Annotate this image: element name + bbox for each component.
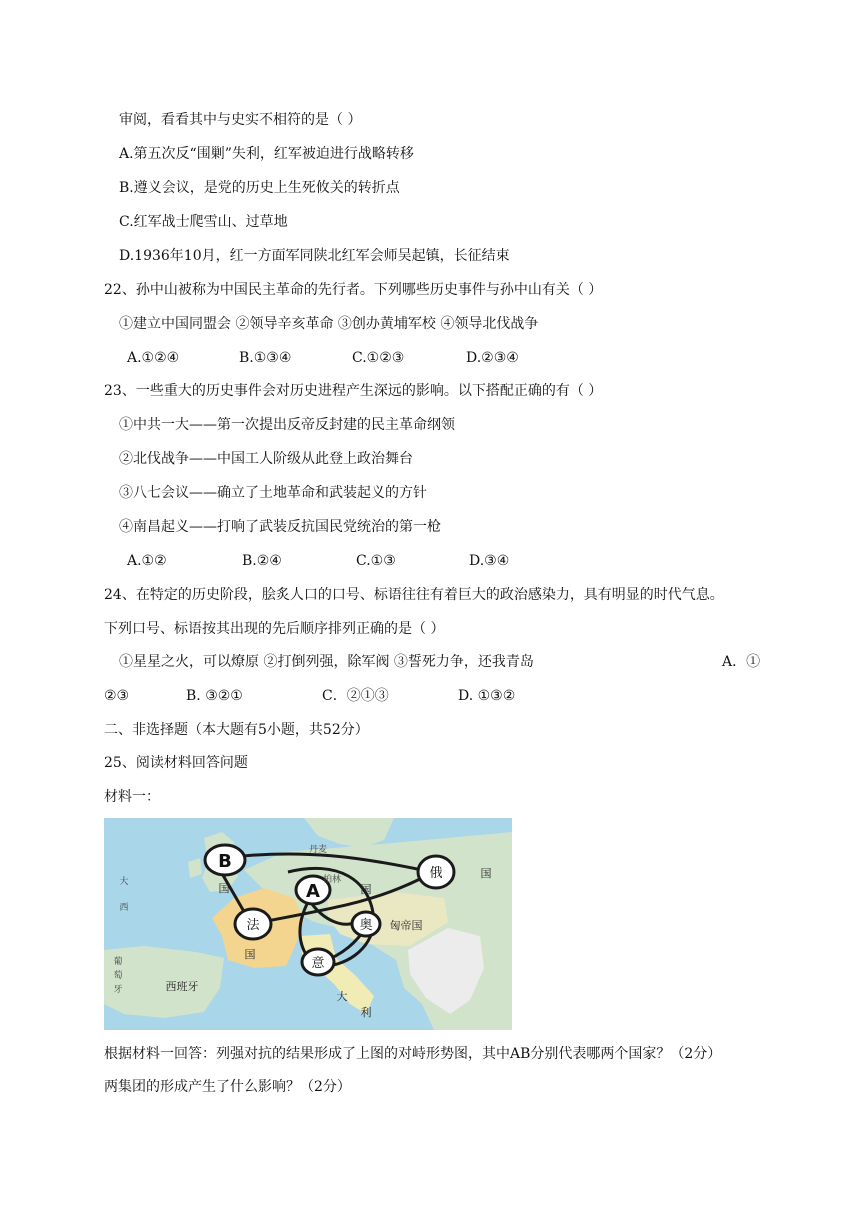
europe-alliance-map (104, 818, 512, 1030)
q24-option-b: B. ③②① (186, 688, 243, 704)
map-label-danmai: 丹麦 (308, 845, 328, 855)
q21-option-c: C.红军战士爬雪山、过草地 (119, 214, 288, 230)
map-label-berlin: 柏林 (322, 875, 342, 885)
q21-option-b: B.遵义会议，是党的历史上生死攸关的转折点 (119, 180, 400, 196)
map-node-italy-label: 意 (311, 956, 325, 971)
q23-option-a: A.①② (127, 553, 167, 569)
map-node-b-label: B (218, 851, 232, 872)
q24-stem-line2: 下列口号、标语按其出现的先后顺序排列正确的是（ ） (104, 621, 445, 637)
q22-option-d: D.②③④ (466, 350, 519, 366)
map-node-russia-label: 俄 (429, 866, 443, 881)
map-label-da: 大 (336, 990, 348, 1003)
map-label-guo-russia: 国 (480, 867, 492, 880)
q23-option-b: B.②④ (242, 553, 282, 569)
q24-stem-line1: 24、在特定的历史阶段，脍炙人口的口号、标语往往有着巨大的政治感染力，具有明显的时代气息。 (104, 587, 724, 603)
q23-item-1: ①中共一大——第一次提出反帝反封建的民主革命纲领 (119, 417, 455, 433)
q23-item-4: ④南昌起义——打响了武装反抗国民党统治的第一枪 (119, 519, 441, 535)
q24-option-a-head: A．① (722, 654, 761, 670)
q23-option-d: D.③④ (469, 553, 510, 569)
q25-question-line1: 根据材料一回答：列强对抗的结果形成了上图的对峙形势图，其中AB分别代表哪两个国家？（2分） (104, 1046, 722, 1062)
q24-option-d: D. ①③② (458, 688, 516, 704)
map-label-da-west: 大 (119, 877, 129, 887)
q25-stem: 25、阅读材料回答问题 (104, 755, 248, 771)
q22-stem: 22、孙中山被称为中国民主革命的先行者。下列哪些历史事件与孙中山有关（ ） (104, 282, 603, 298)
q24-option-a-tail: ②③ (104, 688, 130, 704)
q25-material-label: 材料一： (104, 789, 160, 805)
q22-option-b: B.①③④ (239, 350, 292, 366)
q23-stem: 23、一些重大的历史事件会对历史进程产生深远的影响。以下搭配正确的有（ ） (104, 383, 603, 399)
q21-option-d: D.1936年10月，红一方面军同陕北红军会师吴起镇，长征结束 (119, 248, 510, 264)
map-label-portugal-1: 葡 (113, 957, 123, 967)
map-label-portugal-2: 萄 (113, 971, 123, 981)
map-label-guo-b: 国 (218, 882, 230, 895)
section2-title: 二、非选择题（本大题有5小题，共52分） (104, 722, 369, 738)
q22-option-c: C.①②③ (352, 350, 405, 366)
map-label-xi-west: 西 (119, 903, 129, 913)
q25-question-line2: 两集团的形成产生了什么影响？（2分） (104, 1079, 351, 1095)
q23-item-3: ③八七会议——确立了土地革命和武装起义的方针 (119, 485, 427, 501)
q22-items: ①建立中国同盟会 ②领导辛亥革命 ③创办黄埔军校 ④领导北伐战争 (119, 316, 539, 332)
map-label-spain: 西班牙 (165, 980, 199, 993)
q22-option-a: A.①②④ (127, 350, 180, 366)
map-label-xiong-diguo: 匈帝国 (389, 919, 423, 932)
q23-option-c: C.①③ (356, 553, 396, 569)
map-node-austria-label: 奥 (359, 918, 373, 933)
map-label-li: 利 (360, 1006, 372, 1019)
q23-item-2: ②北伐战争——中国工人阶级从此登上政治舞台 (119, 451, 413, 467)
map-label-guo-france: 国 (244, 948, 256, 961)
q24-option-c: C．②①③ (322, 688, 389, 704)
map-node-france-label: 法 (246, 918, 260, 933)
q24-items: ①星星之火，可以燎原 ②打倒列强，除军阀 ③誓死力争，还我青岛 (119, 654, 534, 670)
q21-option-a: A.第五次反“围剿”失利，红军被迫进行战略转移 (119, 146, 414, 162)
q21-stem-tail: 审阅，看看其中与史实不相符的是（ ） (119, 112, 362, 128)
map-label-guo-a: 国 (360, 883, 372, 896)
map-node-a-label: A (306, 881, 320, 902)
map-label-portugal-3: 牙 (113, 985, 123, 995)
